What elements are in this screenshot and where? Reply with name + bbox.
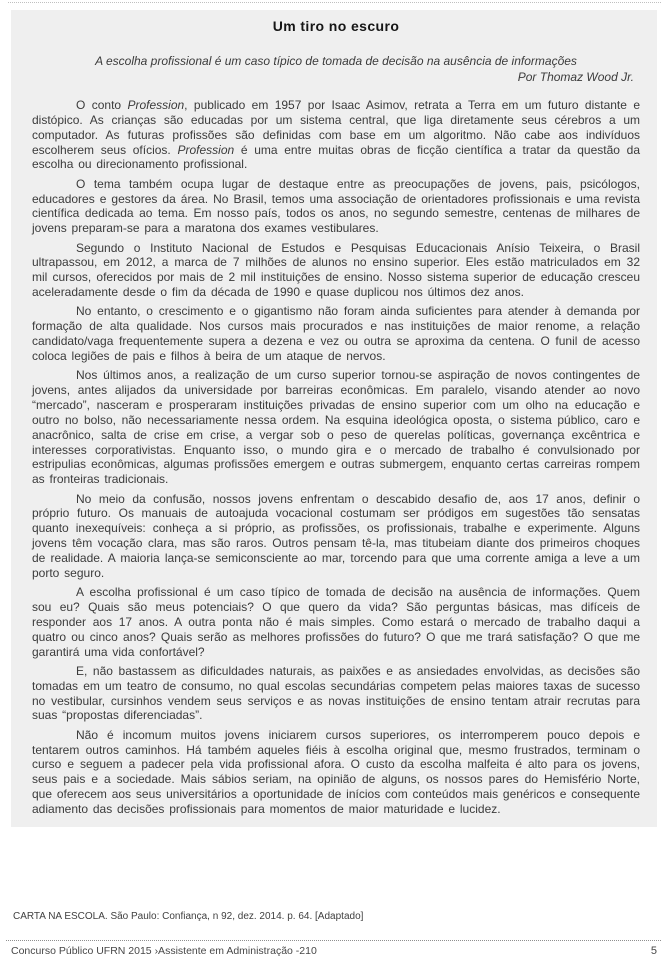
article-paragraph: No entanto, o crescimento e o gigantismo não foram ainda suficientes para atender à demanda por formação de alta qualidade. Nos cursos mais procurados e nas instituições de maior renome, a relação candidato/vaga frequentemente supera a dezena e vez ou outra se aproxima da centena. O funil de acesso coloca legiões de pais e filhos à beira de um ataque de nervos. xyxy=(32,304,640,363)
article-paragraph: Não é incomum muitos jovens iniciarem cursos superiores, os interromperem pouco depois e tentarem outros caminhos. Há também aqueles fiéis à escolha original que, mesmo frustrados, terminam o curso e seguem a padecer pela vida profissional afora. O custo da escolha malfeita é alto para os jovens, seus pais e a sociedade. Mais sábios seriam, na opinião de alguns, os nossos pares do Hemisfério Norte, que oferecem aos seus universitários a oportunidade de inícios com conteúdos mais genéricos e consequente adiamento das decisões profissionais para momentos de maior maturidade e lucidez. xyxy=(32,727,641,816)
page-title: Um tiro no escuro xyxy=(272,18,400,34)
page-number: 5 xyxy=(650,945,657,957)
article-paragraph: Segundo o Instituto Nacional de Estudos e Pesquisas Educacionais Anísio Teixeira, o Brasil ultrapassou, em 2012, a marca de 7 milhões de alunos no ensino superior. Eles estão matriculados em 32 mil cursos, oferecidos por mais de 2 mil instituições de ensino. Nosso sistema superior de educação cresceu aceleradamente desde o fim da década de 1990 e quase duplicou nos últimos dez anos. xyxy=(32,240,640,300)
article-paragraphs xyxy=(32,98,640,817)
article-subtitle: A escolha profissional é um caso típico de tomada de decisão na ausência de informações xyxy=(95,54,577,68)
article-paragraph: No meio da confusão, nossos jovens enfrentam o descabido desafio de, aos 17 anos, definir o próprio futuro. Os manuais de autoajuda vocacional costumam ser pródigos em sugestões tão sensatas quanto inexequíveis: conheça a si próprio, as profissões, os profissionais, trabalhe e experimente. Alguns jovens têm vocação clara, mas são raros. Outros pensam tê-la, mas titubeiam diante dos primeiros choques de realidade. A maioria lança-se semiconsciente ao mar, torcendo para que uma corrente amiga a leve a um porto seguro. xyxy=(32,491,640,580)
article-paragraph: A escolha profissional é um caso típico de tomada de decisão na ausência de informações. Quem sou eu? Quais são meus potenciais? O que quero da vida? São perguntas básicas, mas difíceis de responder aos 17 anos. A outra ponta não é mais simples. Como estará o mercado de trabalho daqui a quatro ou cinco anos? Quais serão as melhores profissões do futuro? O que me trará satisfação? O que me garantirá uma vida confortável? xyxy=(32,585,640,659)
article-paragraph: O conto Profession, publicado em 1957 por Isaac Asimov, retrata a Terra em um futuro distante e distópico. As crianças são educadas por um sistema central, que liga diretamente seus cérebros a um computador. As futuras profissões são definidas com base em um algoritmo. Não cabe aos indivíduos escolherem seus ofícios. Profession é uma entre muitas obras de ficção científica a tratar da questão da escolha ou direcionamento profissional. xyxy=(32,98,640,172)
article-paragraph: O tema também ocupa lugar de destaque entre as preocupações de jovens, pais, psicólogos, educadores e gestores da área. No Brasil, temos uma associação de orientadores profissionais e uma revista científica dedicada ao tema. Em nosso país, todos os anos, no segundo semestre, centenas de milhares de jovens preparam-se para a maratona dos exames vestibulares. xyxy=(32,176,640,236)
top-dotted-rule xyxy=(8,2,661,3)
page-footer xyxy=(6,940,661,957)
article-block xyxy=(11,10,657,827)
article-paragraph: Nos últimos anos, a realização de um curso superior tornou-se aspiração de novos contingentes de jovens, antes alijados da universidade por barreiras econômicas. Em paralelo, visando atender ao novo “mercado”, nasceram e prosperaram instituições privadas de ensino superior com um olho na educação e outro no bolso, não necessariamente nessa ordem. Na esquina ideológica oposta, o sistema público, caro e anacrônico, salta de crise em crise, a vergar sob o peso de querelas políticas, governança excêntrica e interesses corporativistas. Enquanto isso, o mundo gira e o mercado de trabalho é convulsionado por estripulias econômicas, algumas profissões emergem e outras submergem, enquanto certas carreiras rompem as fronteiras tradicionais. xyxy=(32,368,640,487)
source-citation: CARTA NA ESCOLA. São Paulo: Confiança, n 92, dez. 2014. p. 64. [Adaptado] xyxy=(13,911,364,922)
article-paragraph: E, não bastassem as dificuldades naturais, as paixões e as ansiedades envolvidas, as decisões são tomadas em um teatro de consumo, no qual escolas secundárias competem pelas maiores taxas de sucesso no vestibular, cursinhos vendem seus serviços e as novas instituições de ensino tentam atrair recrutas para suas “propostas diferenciadas”. xyxy=(32,663,640,723)
article-byline: Por Thomaz Wood Jr. xyxy=(517,70,634,84)
footer-exam-label: Concurso Público UFRN 2015 ›Assistente em Administração -210 xyxy=(11,945,317,957)
